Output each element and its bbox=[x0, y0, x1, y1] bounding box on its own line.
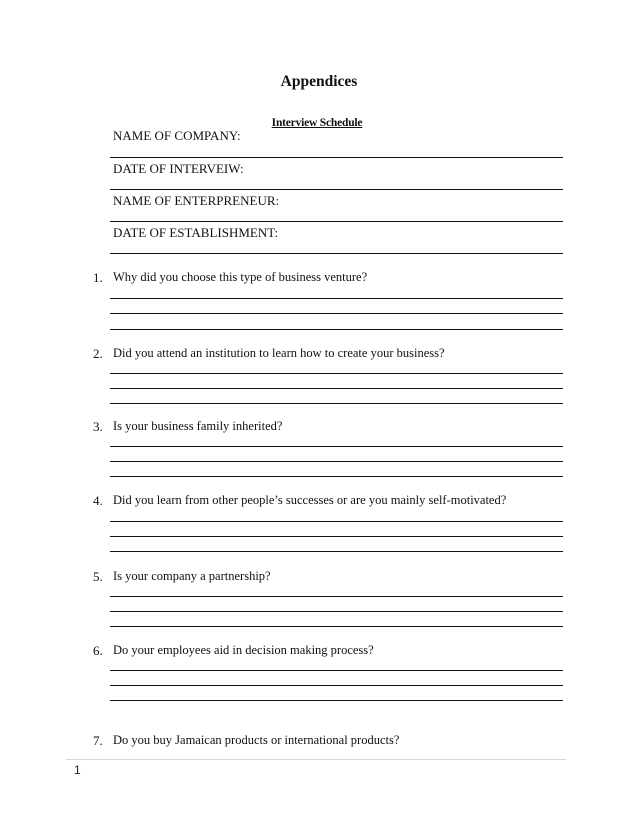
answer-line-company bbox=[110, 157, 563, 158]
answer-line-entrepreneur bbox=[110, 221, 563, 222]
answer-line bbox=[110, 685, 563, 686]
answer-line bbox=[110, 551, 563, 552]
question-text: Do your employees aid in decision making process? bbox=[113, 643, 374, 657]
answer-line bbox=[110, 611, 563, 612]
question-text: Did you learn from other people’s successes or are you mainly self-motivated? bbox=[113, 493, 507, 507]
answer-line-establishment bbox=[110, 253, 563, 254]
question-text: Did you attend an institution to learn how to create your business? bbox=[113, 346, 445, 360]
answer-line bbox=[110, 298, 563, 299]
field-label-establishment: DATE OF ESTABLISHMENT: bbox=[113, 225, 279, 240]
answer-line bbox=[110, 403, 563, 404]
answer-line bbox=[110, 313, 563, 314]
question-number: 4. bbox=[93, 493, 103, 508]
question-number: 5. bbox=[93, 569, 103, 584]
question-text: Is your business family inherited? bbox=[113, 419, 283, 433]
answer-line bbox=[110, 329, 563, 330]
answer-line bbox=[110, 461, 563, 462]
question-text: Why did you choose this type of business venture? bbox=[113, 270, 368, 284]
answer-line bbox=[110, 476, 563, 477]
question-number: 6. bbox=[93, 643, 103, 658]
answer-line bbox=[110, 521, 563, 522]
answer-line bbox=[110, 700, 563, 701]
page-subtitle bbox=[0, 117, 638, 129]
answer-line-interview-date bbox=[110, 189, 563, 190]
question-number: 3. bbox=[93, 419, 103, 434]
page-title: Appendices bbox=[280, 73, 358, 90]
page-number: 1 bbox=[74, 763, 81, 777]
answer-line bbox=[110, 446, 563, 447]
answer-line bbox=[110, 626, 563, 627]
question-text: Is your company a partnership? bbox=[113, 569, 271, 583]
field-label-interview-date: DATE OF INTERVEIW: bbox=[113, 161, 244, 176]
answer-line bbox=[110, 670, 563, 671]
question-number: 1. bbox=[93, 270, 103, 285]
answer-line bbox=[110, 536, 563, 537]
footer-divider bbox=[66, 759, 566, 760]
field-label-entrepreneur: NAME OF ENTERPRENEUR: bbox=[113, 193, 280, 208]
field-label-company: NAME OF COMPANY: bbox=[113, 128, 241, 143]
question-number: 2. bbox=[93, 346, 103, 361]
answer-line bbox=[110, 373, 563, 374]
subtitle-text: Interview Schedule bbox=[271, 117, 363, 129]
answer-line bbox=[110, 596, 563, 597]
question-number: 7. bbox=[93, 733, 103, 748]
question-text: Do you buy Jamaican products or international products? bbox=[113, 733, 400, 747]
answer-line bbox=[110, 388, 563, 389]
